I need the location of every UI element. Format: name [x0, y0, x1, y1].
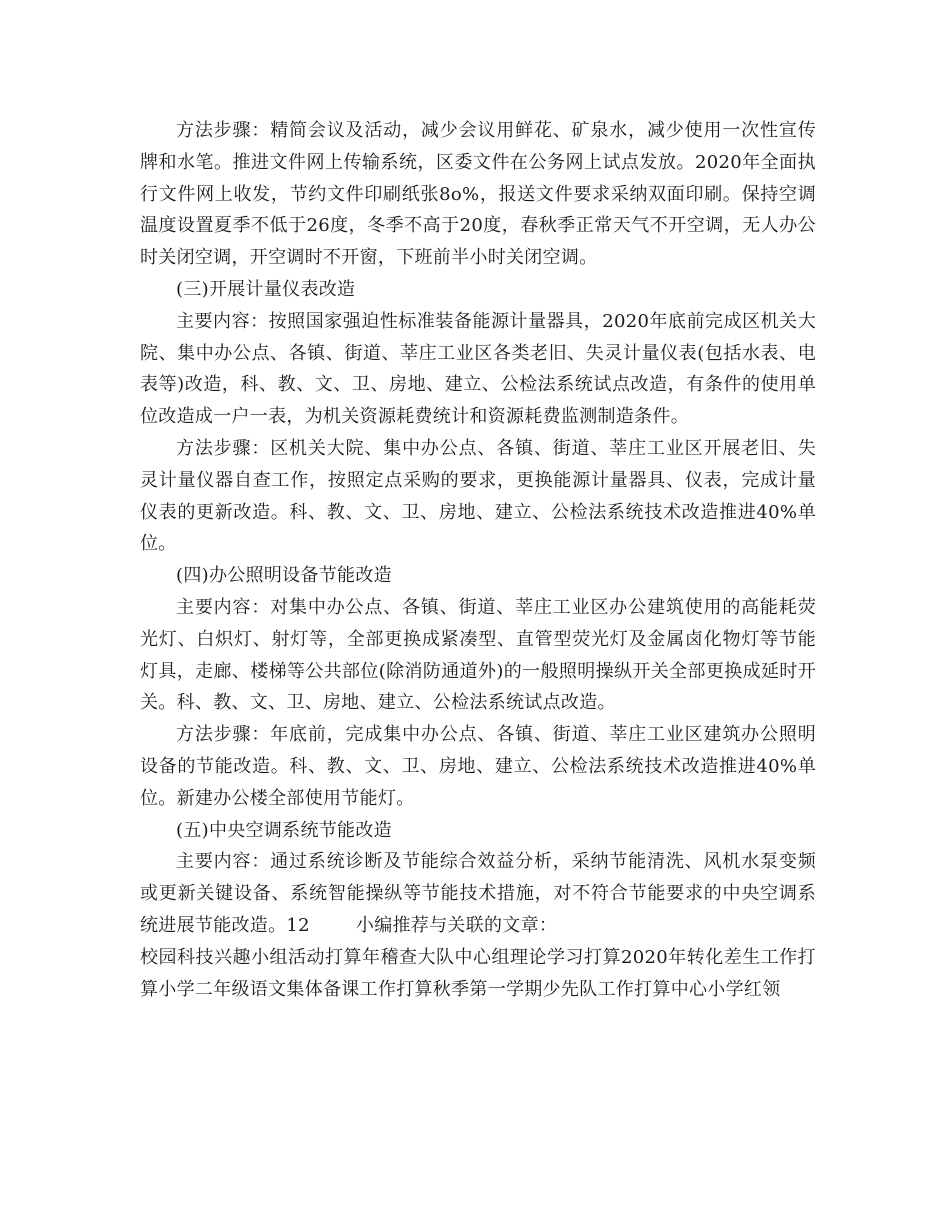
paragraph-main-content-3: 主要内容：按照国家强迫性标准装备能源计量器具，2020年底前完成区机关大院、集中办公点、各镇、街道、莘庄工业区各类老旧、失灵计量仪表(包括水表、电表等)改造，科、教、文、卫、房地、建立、公检法系统试点改造，有条件的使用单位改造成一户一表，为机关资源耗费统计和资源耗费监测制造条件。 — [140, 310, 816, 428]
paragraph-main-content-4: 主要内容：对集中办公点、各镇、街道、莘庄工业区办公建筑使用的高能耗荧光灯、白炽灯、射灯等，全部更换成紧凑型、直管型荧光灯及金属卤化物灯等节能灯具，走廊、楼梯等公共部位(除消防通道外)的一般照明操纵开关全部更换成延时开关。科、教、文、卫、房地、建立、公检法系统试点改造。 — [140, 596, 816, 714]
document-body — [140, 115, 816, 1005]
paragraph-main-content-5 — [140, 846, 816, 941]
related-articles-list[interactable]: 校园科技兴趣小组活动打算年稽查大队中心组理论学习打算2020年转化差生工作打算小学二年级语文集体备课工作打算秋季第一学期少先队工作打算中心小学红领 — [140, 946, 816, 1000]
paragraph-method-steps-1: 方法步骤：精简会议及活动，减少会议用鲜花、矿泉水，减少使用一次性宣传牌和水笔。推进文件网上传输系统，区委文件在公务网上试点发放。2020年全面执行文件网上收发，节约文件印刷纸张8o%，报送文件要求采纳双面印刷。保持空调温度设置夏季不低于26度，冬季不高于20度，春秋季正常天气不开空调，无人办公时关闭空调，开空调时不开窗，下班前半小时关闭空调。 — [140, 120, 816, 269]
main-content-5-text: 主要内容：通过系统诊断及节能综合效益分析，采纳节能清洗、风机水泵变频或更新关键设备、系统智能操纵等节能技术措施，对不符合节能要求的中央空调系统进展节能改造。12 — [140, 851, 816, 936]
paragraph-method-steps-4: 方法步骤：年底前，完成集中办公点、各镇、街道、莘庄工业区建筑办公照明设备的节能改造。科、教、文、卫、房地、建立、公检法系统技术改造推进40%单位。新建办公楼全部使用节能灯。 — [140, 724, 816, 809]
section-heading-5: (五)中央空调系统节能改造 — [176, 819, 392, 841]
paragraph-method-steps-3: 方法步骤：区机关大院、集中办公点、各镇、街道、莘庄工业区开展老旧、失灵计量仪器自查工作，按照定点采购的要求，更换能源计量器具、仪表，完成计量仪表的更新改造。科、教、文、卫、房地、建立、公检法系统技术改造推进40%单位。 — [140, 437, 816, 555]
section-heading-4: (四)办公照明设备节能改造 — [176, 565, 392, 587]
section-heading-3: (三)开展计量仪表改造 — [176, 278, 356, 300]
related-articles-label: 小编推荐与关联的文章： — [355, 914, 558, 936]
